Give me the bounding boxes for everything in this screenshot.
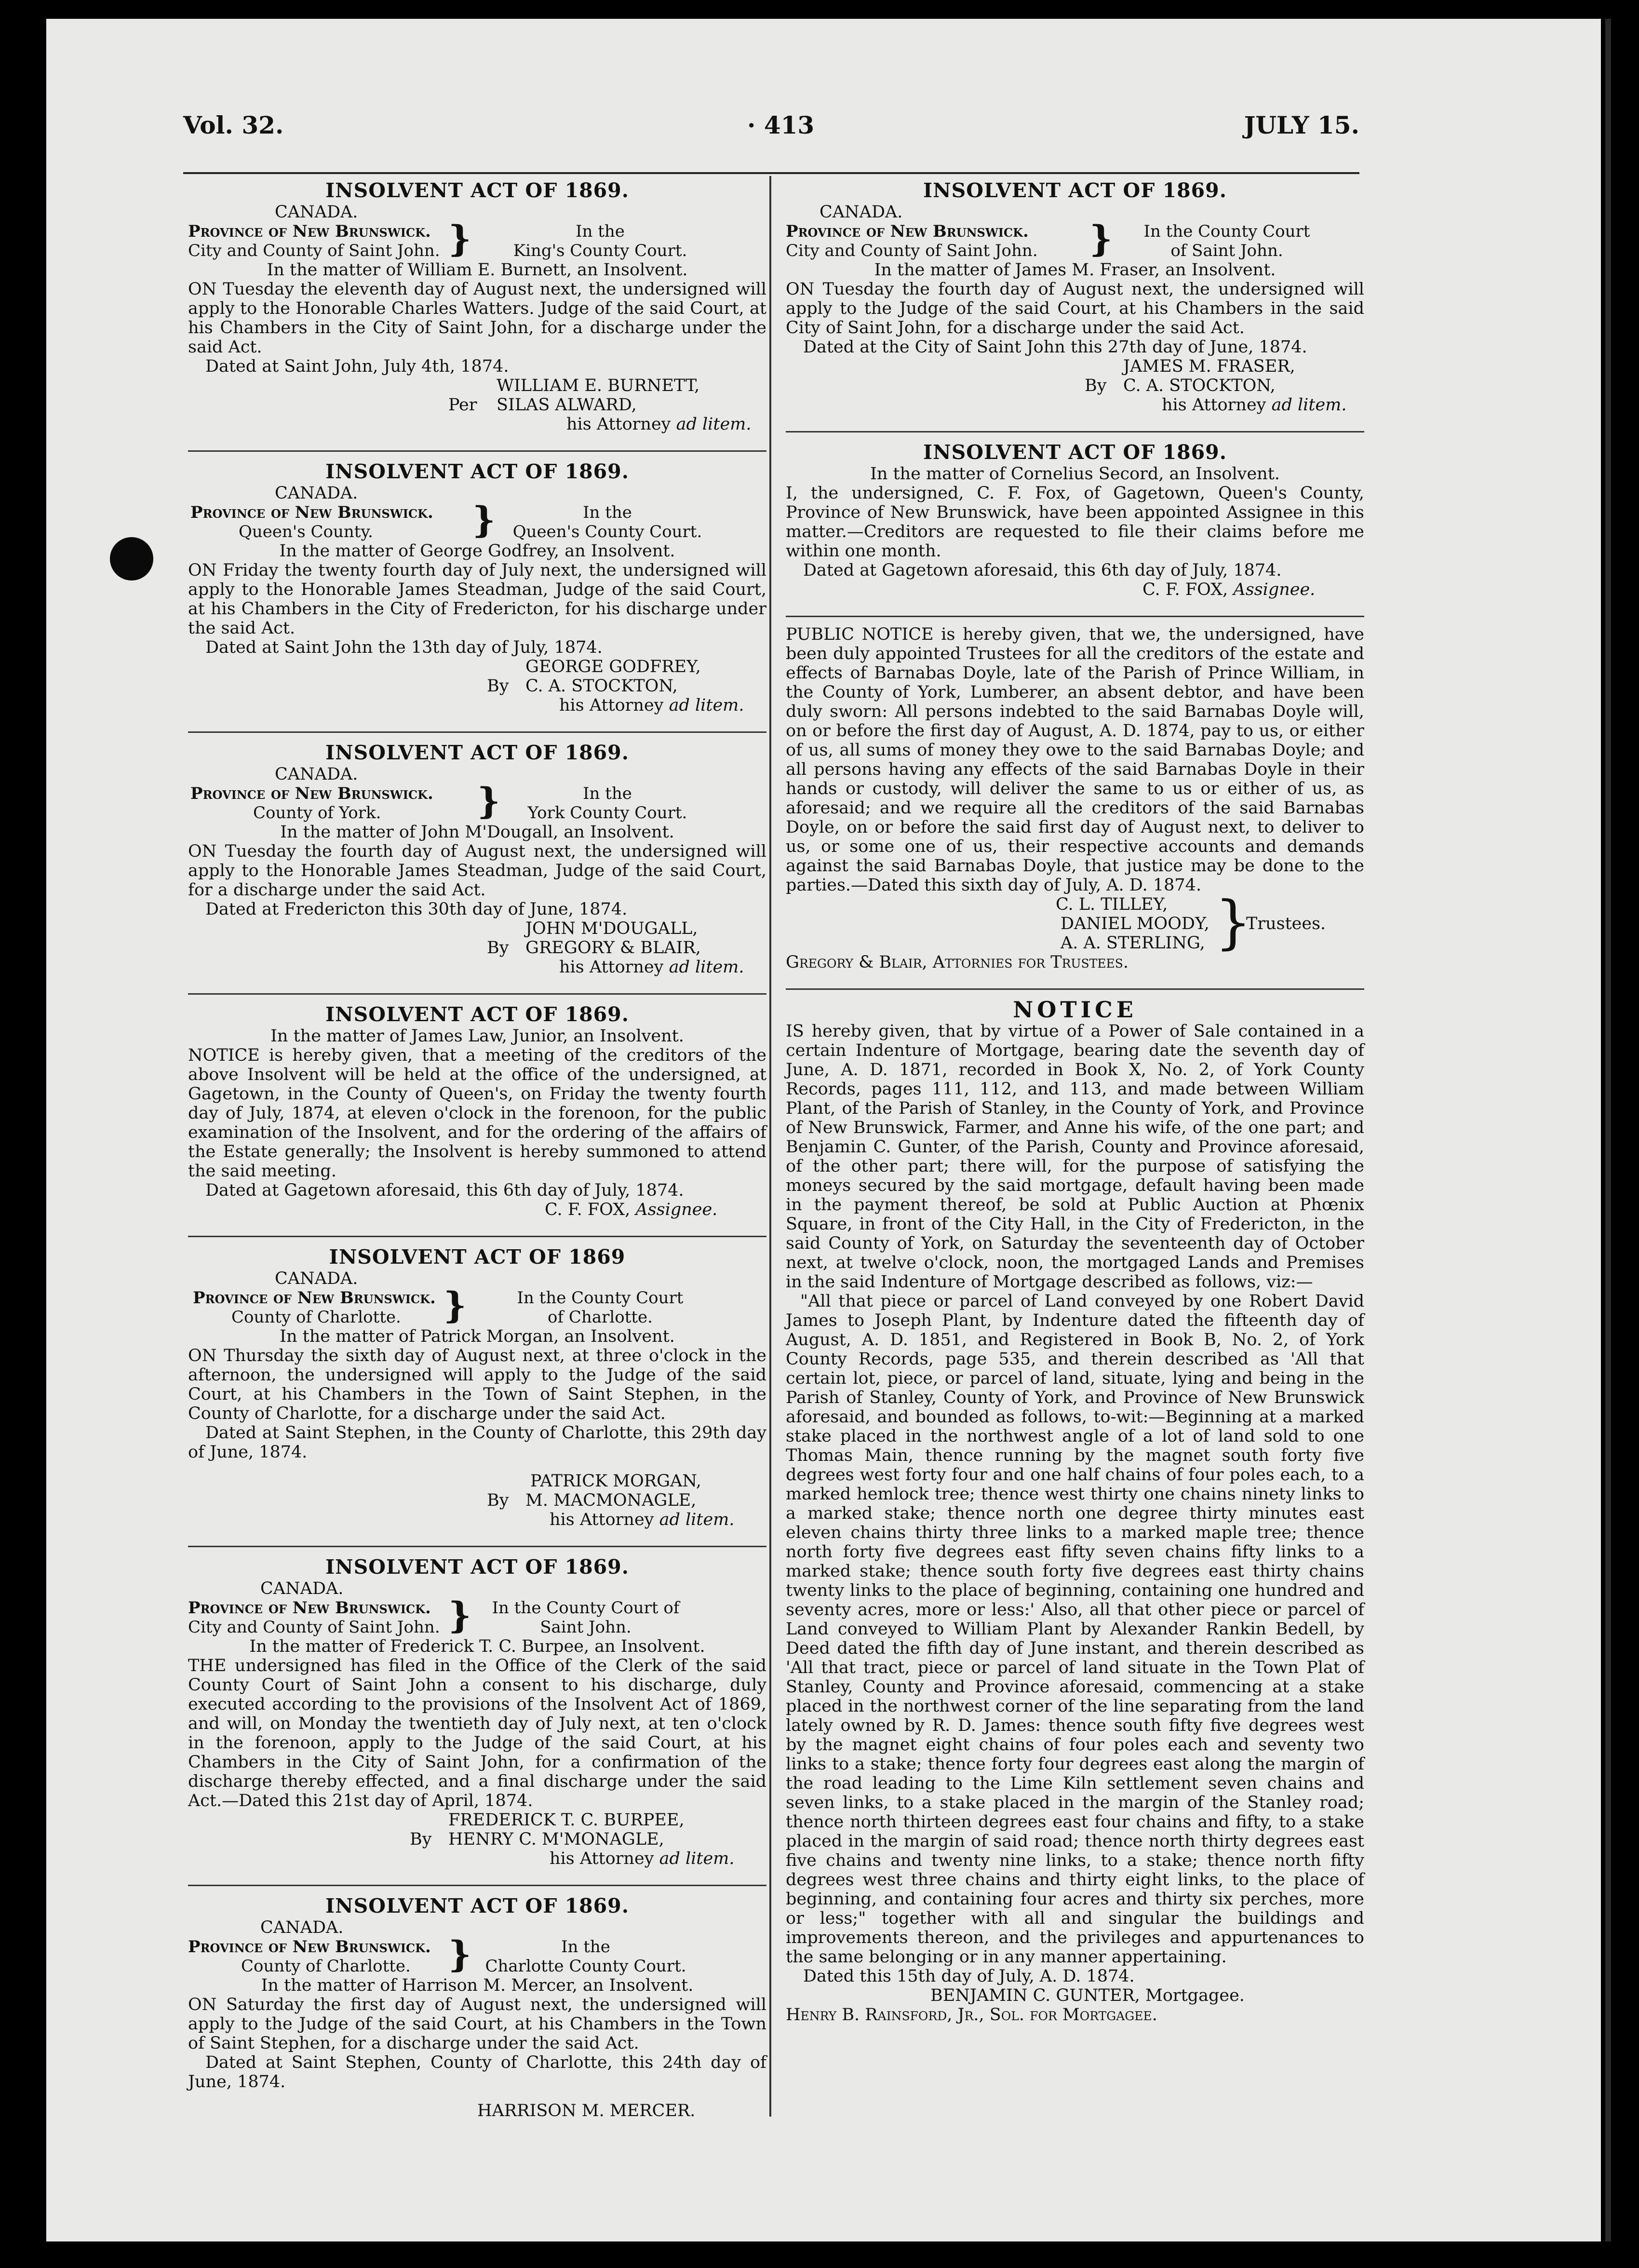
notice-gunter-mortgage [786, 988, 1364, 2025]
sig-prefix: Per [448, 395, 477, 415]
notice-doyle-trustees [786, 616, 1364, 972]
notice-body: NOTICE is hereby given, that a meeting of the creditors of the above Insolvent will be held at the office of the undersigned, at Gagetown, in the County of Queen's, on Friday the twenty fourth day of July, 1874, at eleven o'clock in the forenoon, for the public examination of the Insolvent, and for the ordering of the affairs of the Estate generally; the Insolvent is hereby summoned to attend the said meeting. [188, 1046, 766, 1181]
dated-line: Dated at Fredericton this 30th day of June, 1874. [205, 900, 628, 919]
country-heading: CANADA. [275, 202, 358, 222]
court-label-2: Saint John. [540, 1618, 631, 1637]
notice-title: INSOLVENT ACT OF 1869. [325, 460, 629, 483]
signature-block [188, 1200, 766, 1219]
brace-icon: } [448, 218, 471, 260]
notice-title: INSOLVENT ACT OF 1869. [325, 1894, 629, 1917]
insolvent-name: WILLIAM E. BURNETT, [497, 376, 700, 395]
dated-line: Dated at Gagetown aforesaid, this 6th day of July, 1874. [205, 1181, 684, 1200]
trustee-name: DANIEL MOODY, [1061, 914, 1209, 933]
solicitor-line: Henry B. Rainsford, Jr., Sol. for Mortgagee. [786, 2005, 1157, 2025]
notice-burnett [188, 178, 766, 434]
attorney-role: his Attorney [566, 415, 671, 434]
notice-secord [786, 431, 1364, 599]
matter-line: In the matter of Cornelius Secord, an Insolvent. [870, 464, 1280, 484]
page-number: · 413 [747, 111, 815, 139]
signature-block [786, 1986, 1364, 2025]
matter-line: In the matter of Harrison M. Mercer, an Insolvent. [261, 1976, 694, 1995]
country-heading: CANADA. [275, 484, 358, 503]
assignee-name: C. F. FOX, [1142, 580, 1228, 599]
court-label-1: In the [583, 784, 632, 803]
notice-title: INSOLVENT ACT OF 1869. [325, 179, 629, 202]
court-label-1: In the County Court [1143, 222, 1310, 241]
brace-icon: } [1215, 889, 1252, 956]
notice-body: ON Friday the twenty fourth day of July next, the undersigned will apply to the Honorable James Steadman, Judge of the said Court, at his Chambers in the City of Fredericton, for his discharge under the said Act. [188, 561, 766, 638]
notice-fraser [786, 178, 1364, 415]
notice-title: NOTICE [1013, 997, 1137, 1023]
attorney-role-latin: ad litem. [669, 696, 744, 715]
signature-block [188, 657, 766, 715]
matter-line: In the matter of John M'Dougall, an Insolvent. [280, 823, 674, 842]
matter-line: In the matter of James Law, Junior, an Insolvent. [270, 1026, 684, 1046]
country-heading: CANADA. [820, 202, 903, 222]
dated-line: Dated at Saint Stephen, in the County of Charlotte, this 29th day of June, 1874. [188, 1423, 766, 1462]
matter-line: In the matter of James M. Fraser, an Insolvent. [874, 260, 1276, 280]
notice-godfrey [188, 450, 766, 715]
attorney-role-latin: ad litem. [659, 1510, 735, 1529]
attorney-name: GREGORY & BLAIR, [525, 938, 701, 958]
matter-line: In the matter of Patrick Morgan, an Insolvent. [280, 1327, 675, 1346]
notice-body: PUBLIC NOTICE is hereby given, that we, the undersigned, have been duly appointed Trustees for all the creditors of the estate and effects of Barnabas Doyle, late of the Parish of Prince William, in the County of York, Lumberer, an absent debtor, and have been duly sworn: All persons indebted to the said Barnabas Doyle will, on or before the first day of August, A. D. 1874, pay to us, or either of us, all sums of money they owe to the said Barnabas Doyle; and all persons having any effects of the said Barnabas Doyle in their hands or custody, will deliver the same to us or either of us, as aforesaid; and we require all the creditors of the said Barnabas Doyle, on or before the said first day of August next, to deliver to us, or some one of us, their respective accounts and demands against the said Barnabas Doyle, that justice may be done to the parties.—Dated this sixth day of July, A. D. 1874. [786, 625, 1364, 895]
brace-icon: } [477, 781, 500, 822]
province-label: Province of New Brunswick. [786, 222, 1029, 241]
jurisdiction [188, 218, 766, 260]
county-label: County of Charlotte. [241, 1957, 411, 1976]
court-label-1: In the County Court [517, 1288, 684, 1308]
attorney-role-latin: ad litem. [669, 958, 744, 977]
attorney-role: his Attorney [550, 1510, 654, 1529]
province-label: Province of New Brunswick. [190, 784, 433, 803]
insolvent-name: FREDERICK T. C. BURPEE, [448, 1810, 685, 1830]
notice-mcdougall [188, 731, 766, 977]
notice-title: INSOLVENT ACT OF 1869. [923, 441, 1227, 464]
brace-icon: } [1089, 218, 1113, 260]
dated-line: Dated at the City of Saint John this 27th day of June, 1874. [803, 338, 1307, 357]
dated-line: Dated at Saint John the 13th day of July, 1874. [205, 638, 603, 657]
notice-morgan [188, 1236, 766, 1529]
signature-block [188, 376, 766, 434]
notice-body: ON Thursday the sixth day of August next, at three o'clock in the afternoon, the undersigned will apply to the Judge of the said Court, at his Chambers in the Town of Saint Stephen, in the County of Charlotte, for a discharge under the said Act. [188, 1346, 766, 1423]
jurisdiction [188, 500, 766, 541]
punch-hole [110, 537, 153, 580]
country-heading: CANADA. [260, 1918, 344, 1937]
brace-icon: } [448, 1934, 471, 1975]
notice-body-description: "All that piece or parcel of Land conveyed by one Robert David James to Joseph Plant, by Indenture dated the fifteenth day of August, A. D. 1851, and Registered in Book B, No. 2, of York County Records, page 535, and therein described as 'All that certain lot, piece, or parcel of land, situate, lying and being in the Parish of Stanley, County of York, and Province of New Brunswick aforesaid, and bounded as follows, to-wit:—Beginning at a marked stake placed in the northwest angle of a lot of land sold to one Thomas Main, thence running by the magnet south forty five degrees west forty four and one half chains of four poles each, to a marked hemlock tree; thence west thirty one chains ninety links to a marked stake; thence north one degree thirty minutes east eleven chains thirty three links to a marked maple tree; thence north forty five degrees east fifty seven chains fifty links to a marked stake; thence south forty five degrees east thirty chains twenty links to the place of beginning, containing one hundred and seventy acres, more or less:' Also, all that other piece or parcel of Land conveyed to William Plant by Alexander Rankin Bedell, by Deed dated the fifth day of June instant, and therein described as 'All that tract, piece or parcel of land situate in the Town Plat of Stanley, County and Province aforesaid, commencing at a stake placed in the northwest corner of the line separating from the land lately owned by R. D. James: thence south fifty five degrees west by the magnet eight chains of four poles each and seventy two links to a stake; thence forty four degrees east along the margin of the road leading to the Lime Kiln settlement seven chains and seven links, to a stake placed in the margin of the Stanley road; thence north thirteen degrees east four chains and fifty, to a stake placed in the margin of said road; thence north thirty degrees east five chains and twenty nine links, to a stake; thence north fifty degrees west three chains and thirty eight links, to the place of beginning, and containing four acres and thirty six perches, more or less;" together with all and singular the buildings and improvements thereon, and the privileges and appurtenances to the same belonging or in any manner appertaining. [786, 1292, 1364, 1967]
trustee-name: C. L. TILLEY, [1056, 895, 1168, 914]
jurisdiction [188, 1285, 766, 1327]
notice-title: INSOLVENT ACT OF 1869. [325, 1003, 629, 1026]
country-heading: CANADA. [260, 1579, 344, 1598]
county-label: County of Charlotte. [231, 1308, 401, 1327]
attorney-name: M. MACMONAGLE, [525, 1491, 697, 1510]
court-label-2: York County Court. [527, 803, 687, 823]
sig-prefix: By [487, 1491, 509, 1510]
insolvent-name: JAMES M. FRASER, [1123, 357, 1295, 376]
court-label-1: In the [583, 503, 632, 522]
province-label: Province of New Brunswick. [190, 503, 433, 522]
notice-law [188, 993, 766, 1219]
left-column [188, 178, 766, 2137]
court-label-1: In the [561, 1937, 610, 1957]
notice-title: INSOLVENT ACT OF 1869. [325, 741, 629, 764]
attorney-role: his Attorney [559, 696, 664, 715]
county-label: City and County of Saint John. [188, 1618, 440, 1637]
attorney-role: his Attorney [550, 1849, 654, 1868]
insolvent-name: HARRISON M. MERCER. [477, 2101, 696, 2120]
notice-body: THE undersigned has filed in the Office of the Clerk of the said County Court of Saint John a consent to his discharge, duly executed according to the provisions of the Insolvent Act of 1869, and will, on Monday the twentieth day of July next, at ten o'clock in the forenoon, apply to the Judge of the said Court, at his Chambers in the City of Saint John, for a confirmation of the discharge thereby effected, and a final discharge under the said Act.—Dated this 21st day of April, 1874. [188, 1656, 766, 1810]
court-label-1: In the [576, 222, 625, 241]
dated-line: Dated at Saint John, July 4th, 1874. [205, 357, 509, 376]
attorney-name: C. A. STOCKTON, [525, 676, 678, 696]
dated-line: Dated this 15th day of July, A. D. 1874. [803, 1967, 1135, 1986]
notice-title: INSOLVENT ACT OF 1869. [325, 1555, 629, 1579]
court-label-2: King's County Court. [513, 241, 687, 260]
notice-body: ON Tuesday the fourth day of August next, the undersigned will apply to the Judge of the said Court, at his Chambers in the said City of Saint John, for a discharge under the said Act. [786, 280, 1364, 338]
mortgagee-name: BENJAMIN C. GUNTER, Mortgagee. [930, 1986, 1245, 2005]
jurisdiction [188, 1595, 766, 1637]
signature-block [188, 919, 766, 977]
notice-body: ON Saturday the first day of August next, the undersigned will apply to the Judge of the said Court, at his Chambers in the Town of Saint Stephen, for a discharge under the said Act. [188, 1995, 766, 2053]
province-label: Province of New Brunswick. [193, 1288, 436, 1308]
county-label: City and County of Saint John. [188, 241, 440, 260]
header-rule [183, 172, 1359, 174]
jurisdiction [188, 781, 766, 823]
jurisdiction [786, 218, 1364, 260]
assignee-name: C. F. FOX, [545, 1200, 631, 1219]
attorney-name: HENRY C. M'MONAGLE, [448, 1830, 664, 1849]
province-label: Province of New Brunswick. [188, 1598, 431, 1618]
page-edge-shadow [1605, 19, 1611, 2241]
signature-block [786, 357, 1364, 415]
notice-title: INSOLVENT ACT OF 1869 [329, 1245, 626, 1269]
sig-prefix: By [487, 938, 509, 958]
attorney-role: his Attorney [559, 958, 664, 977]
trustee-name: A. A. STERLING, [1061, 933, 1205, 953]
attorney-role-latin: ad litem. [1271, 395, 1347, 415]
attorney-name: C. A. STOCKTON, [1123, 376, 1276, 395]
court-label-2: Charlotte County Court. [485, 1957, 686, 1976]
sig-prefix: By [410, 1830, 432, 1849]
court-label-1: In the County Court of [492, 1598, 680, 1618]
notice-mercer [188, 1885, 766, 2120]
sig-prefix: By [487, 676, 509, 696]
signature-block [188, 2101, 766, 2120]
trustee-signatures [786, 889, 1364, 956]
county-label: Queen's County. [239, 522, 373, 541]
trustees-label: Trustees. [1246, 914, 1326, 933]
volume-label: Vol. 32. [183, 111, 284, 139]
column-divider [769, 176, 771, 2117]
brace-icon: } [448, 1595, 471, 1636]
notice-body-intro: IS hereby given, that by virtue of a Power of Sale contained in a certain Indenture of Mortgage, bearing date the seventh day of June, A. D. 1871, recorded in Book X, No. 2, of York County Records, pages 111, 112, and 113, and made between William Plant, of the Parish of Stanley, in the County of York, and Province of New Brunswick, Farmer, and Anne his wife, of the one part; and Benjamin C. Gunter, of the Parish, County and Province aforesaid, of the other part; there will, for the purpose of satisfying the moneys secured by the said mortgage, default having been made in the payment thereof, be sold at Public Auction at Phœnix Square, in front of the City Hall, in the City of Fredericton, in the said County of York, on Saturday the seventeenth day of October next, at twelve o'clock, noon, the mortgaged Lands and Premises in the said Indenture of Mortgage described as follows, viz:— [786, 1022, 1364, 1292]
province-label: Province of New Brunswick. [188, 1937, 431, 1957]
signature-block [786, 580, 1364, 599]
signature-block [188, 1472, 766, 1529]
sig-prefix: By [1085, 376, 1107, 395]
court-label-2: of Charlotte. [548, 1308, 653, 1327]
notice-body: ON Tuesday the eleventh day of August next, the undersigned will apply to the Honorable Charles Watters. Judge of the said Court, at his Chambers in the City of Saint John, for a discharge under the said Act. [188, 280, 766, 357]
matter-line: In the matter of William E. Burnett, an Insolvent. [267, 260, 688, 280]
jurisdiction [188, 1934, 766, 1976]
attorney-role-latin: ad litem. [659, 1849, 735, 1868]
page-header [183, 111, 1359, 149]
notice-title: INSOLVENT ACT OF 1869. [923, 179, 1227, 202]
insolvent-name: PATRICK MORGAN, [530, 1472, 701, 1491]
attornies-line: Gregory & Blair, Attornies for Trustees. [786, 953, 1129, 972]
signature-block [188, 1810, 766, 1868]
matter-line: In the matter of George Godfrey, an Insolvent. [279, 541, 675, 561]
assignee-role: Assignee. [1233, 580, 1316, 599]
brace-icon: } [472, 500, 496, 541]
notice-body: ON Tuesday the fourth day of August next, the undersigned will apply to the Honorable James Steadman, Judge of the said Court, for a discharge under the said Act. [188, 842, 766, 900]
notice-burpee [188, 1546, 766, 1868]
dated-line: Dated at Saint Stephen, County of Charlotte, this 24th day of June, 1874. [188, 2053, 766, 2092]
country-heading: CANADA. [275, 765, 358, 784]
insolvent-name: JOHN M'DOUGALL, [525, 919, 698, 938]
county-label: City and County of Saint John. [786, 241, 1038, 260]
notice-body: I, the undersigned, C. F. Fox, of Gagetown, Queen's County, Province of New Brunswick, have been appointed Assignee in this matter.—Creditors are requested to file their claims before me within one month. [786, 484, 1364, 561]
brace-icon: } [443, 1285, 467, 1326]
country-heading: CANADA. [275, 1269, 358, 1288]
right-column [786, 178, 1364, 2041]
dated-line: Dated at Gagetown aforesaid, this 6th day of July, 1874. [803, 561, 1282, 580]
court-label-2: of Saint John. [1170, 241, 1283, 260]
county-label: County of York. [253, 803, 381, 823]
issue-date: JULY 15. [1244, 111, 1359, 139]
attorney-name: SILAS ALWARD, [497, 395, 637, 415]
assignee-role: Assignee. [635, 1200, 718, 1219]
attorney-role: his Attorney [1162, 395, 1266, 415]
attorney-role-latin: ad litem. [676, 415, 752, 434]
province-label: Province of New Brunswick. [188, 222, 431, 241]
insolvent-name: GEORGE GODFREY, [525, 657, 701, 676]
matter-line: In the matter of Frederick T. C. Burpee, an Insolvent. [249, 1637, 705, 1656]
court-label-2: Queen's County Court. [512, 522, 702, 541]
